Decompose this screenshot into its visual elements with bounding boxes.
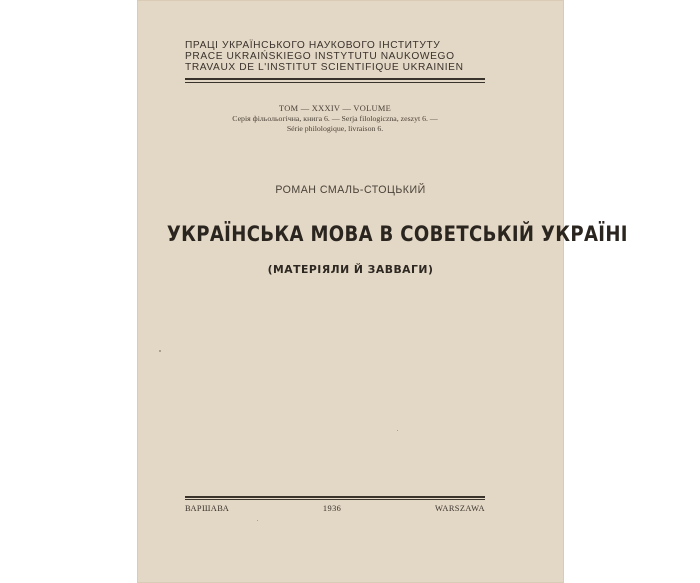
footer-rule-bottom bbox=[185, 499, 485, 500]
volume-number: ТОМ — XXXIV — VOLUME bbox=[278, 104, 392, 113]
place-ukrainian: ВАРШАВА bbox=[185, 504, 230, 513]
place-polish: WARSZAWA bbox=[435, 504, 485, 513]
header-rule-bottom bbox=[185, 82, 485, 83]
paper-speck bbox=[397, 430, 398, 431]
imprint-row bbox=[185, 504, 485, 513]
institute-name-ukrainian: ПРАЦІ УКРАЇНСЬКОГО НАУКОВОГО ІНСТИТУТУ bbox=[185, 40, 441, 51]
series-info-french: Série philologique, livraison 6. bbox=[286, 124, 384, 133]
volume-info bbox=[185, 104, 485, 134]
header-rule-top bbox=[185, 78, 485, 80]
book-title: УКРАЇНСЬКА МОВА В СОВЕТСЬКІЙ УКРАЇНІ bbox=[166, 222, 628, 246]
paper-speck bbox=[159, 350, 161, 352]
author-name: РОМАН СМАЛЬ-СТОЦЬКИЙ bbox=[275, 184, 426, 196]
paper-speck bbox=[257, 520, 258, 521]
institute-name-polish: PRACE UKRAIŃSKIEGO INSTYTUTU NAUKOWEGO bbox=[185, 51, 455, 62]
publication-year: 1936 bbox=[322, 504, 342, 513]
footer-rule-top bbox=[185, 496, 485, 498]
title-page bbox=[137, 0, 628, 583]
series-info: Серія фільольогічна, книга 6. — Serja filologiczna, zeszyt 6. — bbox=[232, 114, 438, 123]
institute-header bbox=[185, 40, 485, 73]
institute-name-french: TRAVAUX DE L'INSTITUT SCIENTIFIQUE UKRAINIEN bbox=[185, 62, 464, 73]
book-subtitle: (МАТЕРІЯЛИ Й ЗАВВАГИ) bbox=[267, 263, 434, 276]
